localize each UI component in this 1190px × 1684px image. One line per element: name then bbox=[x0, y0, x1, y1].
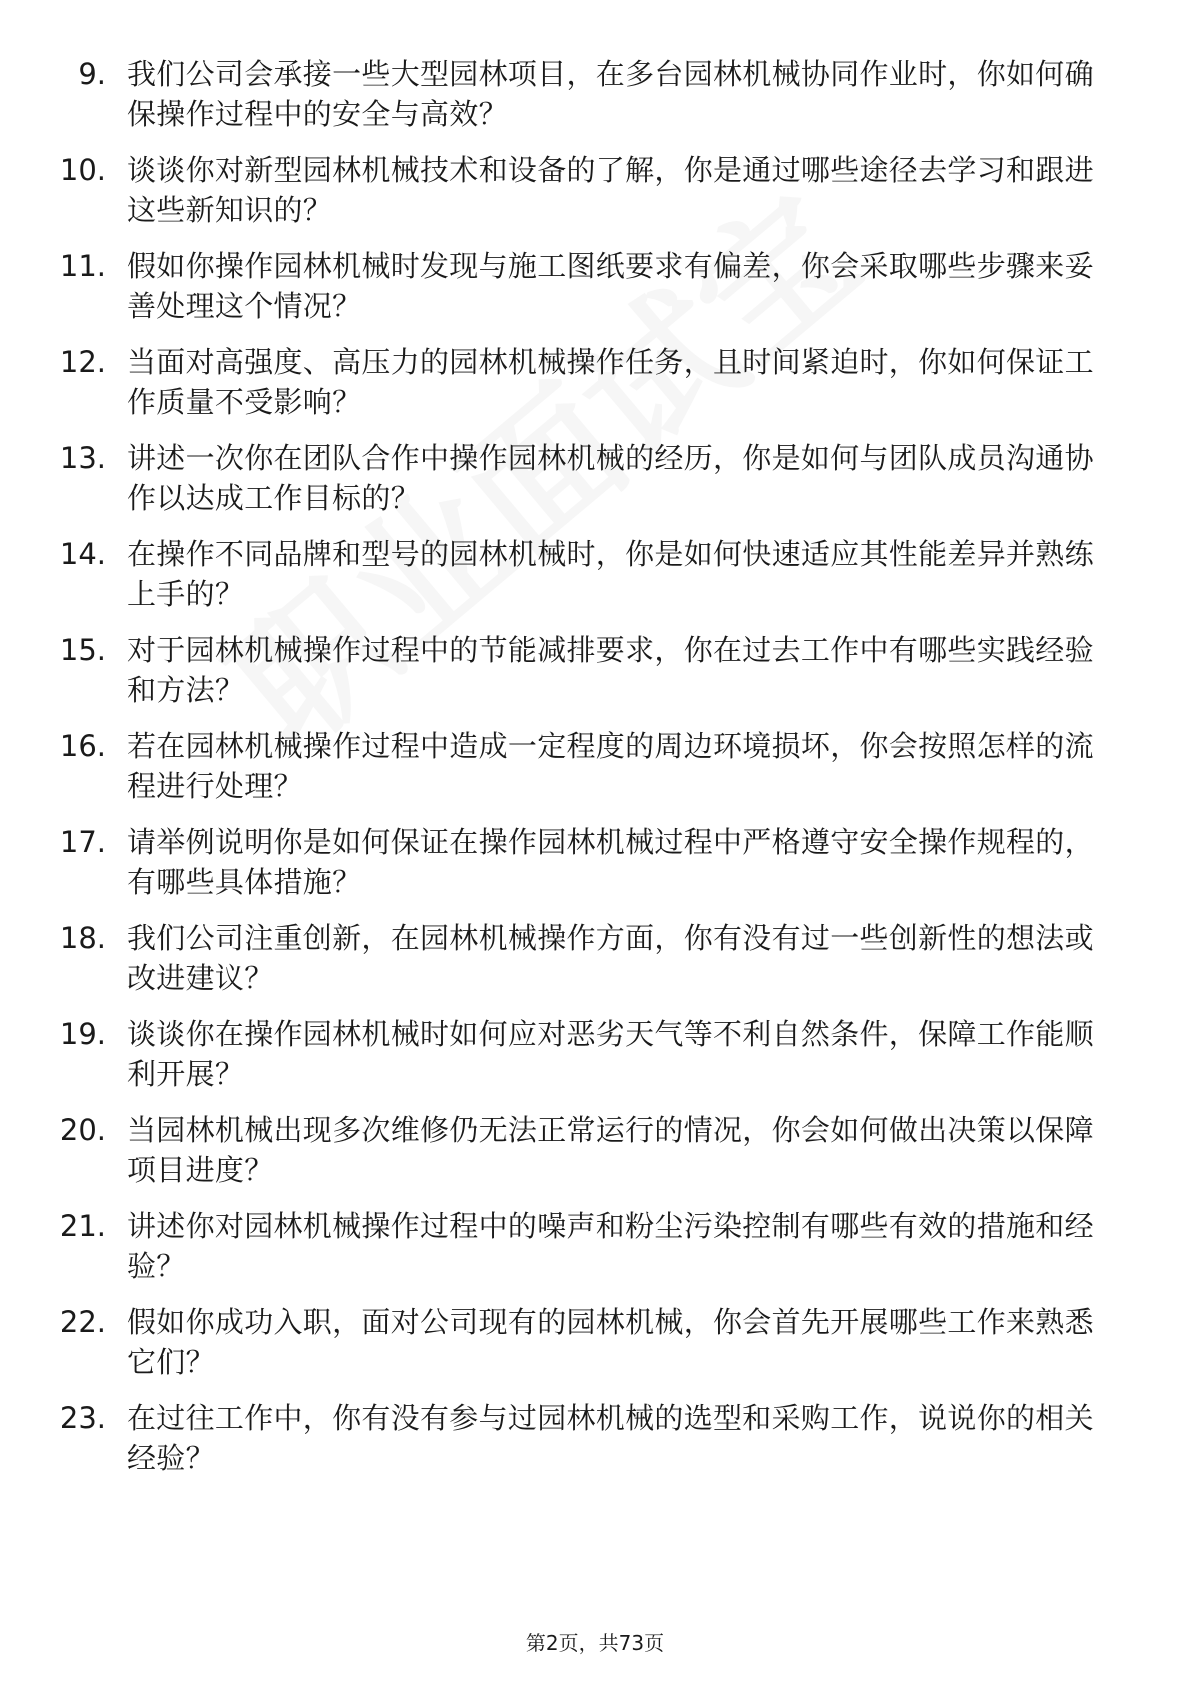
question-item bbox=[0, 726, 1190, 806]
question-number: 12. bbox=[59, 345, 106, 379]
question-text: 我们公司会承接一些大型园林项目，在多台园林机械协同作业时，你如何确保操作过程中的安全与高效？ bbox=[127, 57, 1094, 131]
question-item bbox=[0, 918, 1190, 998]
question-text: 对于园林机械操作过程中的节能减排要求，你在过去工作中有哪些实践经验和方法？ bbox=[127, 633, 1094, 707]
question-text: 讲述你对园林机械操作过程中的噪声和粉尘污染控制有哪些有效的措施和经验？ bbox=[127, 1209, 1094, 1283]
question-item bbox=[0, 1014, 1190, 1094]
question-item bbox=[0, 822, 1190, 902]
question-text: 请举例说明你是如何保证在操作园林机械过程中严格遵守安全操作规程的，有哪些具体措施？ bbox=[127, 825, 1094, 899]
question-text: 我们公司注重创新，在园林机械操作方面，你有没有过一些创新性的想法或改进建议？ bbox=[127, 921, 1094, 995]
question-text: 谈谈你在操作园林机械时如何应对恶劣天气等不利自然条件，保障工作能顺利开展？ bbox=[127, 1017, 1094, 1091]
question-item bbox=[0, 1302, 1190, 1382]
question-number: 18. bbox=[59, 921, 106, 955]
question-item bbox=[0, 246, 1190, 326]
question-text: 谈谈你对新型园林机械技术和设备的了解，你是通过哪些途径去学习和跟进这些新知识的？ bbox=[127, 153, 1094, 227]
question-number: 21. bbox=[59, 1209, 106, 1243]
question-number: 15. bbox=[59, 633, 106, 667]
question-number: 22. bbox=[59, 1305, 106, 1339]
question-item bbox=[0, 150, 1190, 230]
question-item bbox=[0, 1398, 1190, 1478]
question-text: 在过往工作中，你有没有参与过园林机械的选型和采购工作，说说你的相关经验？ bbox=[127, 1401, 1094, 1475]
question-item bbox=[0, 630, 1190, 710]
question-number: 19. bbox=[59, 1017, 106, 1051]
question-item bbox=[0, 1206, 1190, 1286]
question-number: 17. bbox=[59, 825, 106, 859]
question-text: 假如你成功入职，面对公司现有的园林机械，你会首先开展哪些工作来熟悉它们？ bbox=[127, 1305, 1094, 1379]
question-item bbox=[0, 54, 1190, 134]
question-text: 当园林机械出现多次维修仍无法正常运行的情况，你会如何做出决策以保障项目进度？ bbox=[127, 1113, 1094, 1187]
question-text: 假如你操作园林机械时发现与施工图纸要求有偏差，你会采取哪些步骤来妥善处理这个情况？ bbox=[127, 249, 1094, 323]
question-text: 在操作不同品牌和型号的园林机械时，你是如何快速适应其性能差异并熟练上手的？ bbox=[127, 537, 1094, 611]
question-text: 讲述一次你在团队合作中操作园林机械的经历，你是如何与团队成员沟通协作以达成工作目标的？ bbox=[127, 441, 1094, 515]
question-text: 若在园林机械操作过程中造成一定程度的周边环境损坏，你会按照怎样的流程进行处理？ bbox=[127, 729, 1094, 803]
question-item bbox=[0, 534, 1190, 614]
question-number: 20. bbox=[59, 1113, 106, 1147]
question-number: 11. bbox=[59, 249, 106, 283]
question-number: 23. bbox=[59, 1401, 106, 1435]
question-number: 10. bbox=[59, 153, 106, 187]
question-number: 14. bbox=[59, 537, 106, 571]
question-number: 13. bbox=[59, 441, 106, 475]
question-item bbox=[0, 438, 1190, 518]
question-item bbox=[0, 1110, 1190, 1190]
question-item bbox=[0, 342, 1190, 422]
question-text: 当面对高强度、高压力的园林机械操作任务，且时间紧迫时，你如何保证工作质量不受影响？ bbox=[127, 345, 1094, 419]
page-footer: 第2页，共73页 bbox=[525, 1631, 665, 1655]
question-number: 9. bbox=[78, 57, 106, 91]
question-list bbox=[0, 54, 1190, 1494]
question-number: 16. bbox=[59, 729, 106, 763]
